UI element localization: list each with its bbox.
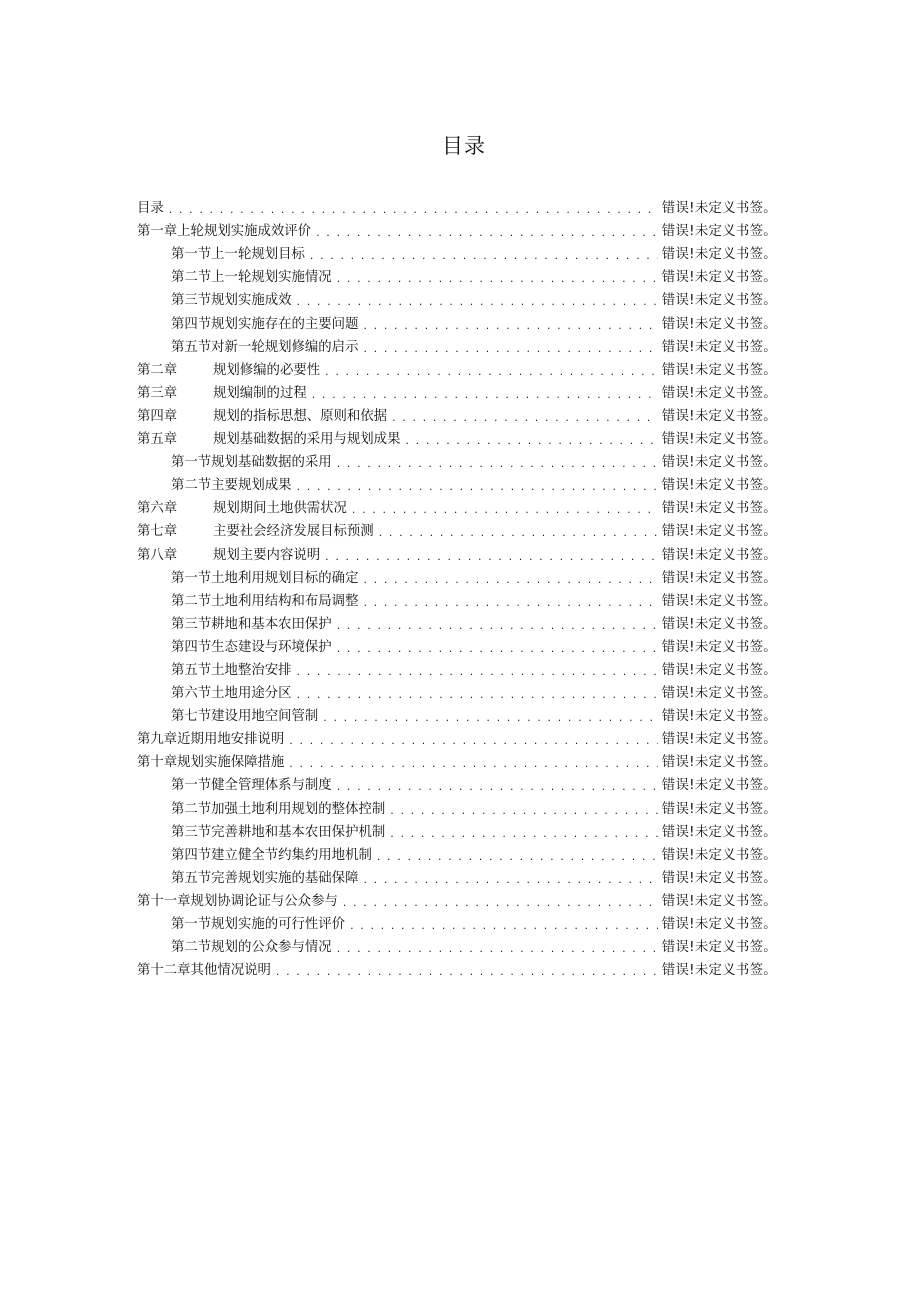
toc-entry[interactable] [137,287,777,310]
toc-entry[interactable] [137,795,777,818]
toc-page-reference: 错误!未定义书签。 [661,316,777,332]
toc-entry[interactable] [137,611,777,634]
toc-entry[interactable] [137,380,777,403]
toc-entry[interactable] [137,726,777,749]
toc-dot-leader [337,779,658,795]
toc-dot-leader [390,803,658,819]
toc-title: 目录 [442,134,486,158]
toc-dot-leader [343,895,658,911]
toc-page-reference: 错误!未定义书签。 [661,709,777,725]
toc-entry[interactable] [137,842,777,865]
toc-entry[interactable] [137,241,777,264]
toc-entry[interactable] [137,819,777,842]
toc-dot-leader [289,733,658,749]
toc-page-reference: 错误!未定义书签。 [661,270,777,286]
toc-dot-leader [312,387,658,403]
toc-entry-title: 第三节完善耕地和基本农田保护机制 [171,824,386,840]
toc-entry-title: 第一节土地利用规划目标的确定 [171,570,359,586]
toc-page-reference: 错误!未定义书签。 [661,732,777,748]
toc-entry-title: 第一节规划基础数据的采用 [171,455,332,471]
toc-entry[interactable] [137,334,777,357]
toc-dot-leader [297,687,658,703]
toc-entry-title: 第二节加强土地利用规划的整体控制 [171,801,386,817]
toc-page-reference: 错误!未定义书签。 [661,824,777,840]
toc-dot-leader [379,525,658,541]
toc-entry-title: 第十二章其他情况说明 [137,963,271,979]
toc-list [137,195,777,980]
toc-dot-leader [363,341,657,357]
toc-page-reference: 错误!未定义书签。 [661,547,777,563]
toc-page-reference: 错误!未定义书签。 [661,639,777,655]
toc-page-reference: 错误!未定义书签。 [661,224,777,240]
toc-entry[interactable] [137,865,777,888]
toc-entry[interactable] [137,495,777,518]
toc-dot-leader [297,294,658,310]
toc-entry-title: 第二节主要规划成果 [171,478,292,494]
toc-entry-title: 第三节耕地和基本农田保护 [171,616,332,632]
toc-entry-title: 第九章近期用地安排说明 [137,732,285,748]
toc-entry[interactable] [137,565,777,588]
toc-entry[interactable] [137,472,777,495]
toc-page-reference: 错误!未定义书签。 [661,686,777,702]
toc-entry[interactable] [137,357,777,380]
toc-dot-leader [352,502,658,518]
toc-entry-title: 规划的指标思想、原则和依据 [213,408,388,424]
toc-page-reference: 错误!未定义书签。 [661,662,777,678]
toc-entry-title: 第一章上轮规划实施成效评价 [137,224,312,240]
toc-dot-leader [316,225,658,241]
toc-entry[interactable] [137,957,777,980]
toc-entry-title: 第四节生态建设与环境保护 [171,639,332,655]
toc-entry-title: 第五节对新一轮规划修编的启示 [171,339,359,355]
toc-entry[interactable] [137,310,777,333]
toc-page-reference: 错误!未定义书签。 [661,385,777,401]
toc-dot-leader [390,826,658,842]
toc-page-reference: 错误!未定义书签。 [661,247,777,263]
toc-entry-title: 第五节土地整治安排 [171,662,292,678]
toc-page-reference: 错误!未定义书签。 [661,593,777,609]
toc-page-reference: 错误!未定义书签。 [661,847,777,863]
toc-entry-title: 规划编制的过程 [213,385,307,401]
toc-chapter-number: 第四章 [137,408,178,424]
toc-page-reference: 错误!未定义书签。 [661,524,777,540]
toc-dot-leader [169,202,658,218]
toc-dot-leader [297,664,658,680]
toc-dot-leader [363,595,657,611]
toc-entry[interactable] [137,218,777,241]
toc-entry[interactable] [137,911,777,934]
toc-dot-leader [405,433,657,449]
toc-entry[interactable] [137,749,777,772]
toc-entry[interactable] [137,680,777,703]
toc-dot-leader [323,710,658,726]
toc-dot-leader [337,941,658,957]
toc-entry-title: 第一节健全管理体系与制度 [171,778,332,794]
toc-page-reference: 错误!未定义书签。 [661,339,777,355]
toc-entry[interactable] [137,703,777,726]
toc-dot-leader [276,964,658,980]
toc-dot-leader [325,364,658,380]
toc-entry[interactable] [137,449,777,472]
toc-entry-title: 规划主要内容说明 [213,547,321,563]
toc-page-reference: 错误!未定义书签。 [661,293,777,309]
toc-entry-title: 规划修编的必要性 [213,362,321,378]
toc-entry-title: 第三节规划实施成效 [171,293,292,309]
toc-chapter-number: 第六章 [137,501,178,517]
toc-page-reference: 错误!未定义书签。 [661,940,777,956]
toc-dot-leader [363,572,657,588]
toc-entry-title: 第十章规划实施保障措施 [137,755,285,771]
toc-page-reference: 错误!未定义书签。 [661,501,777,517]
toc-dot-leader [297,479,658,495]
toc-chapter-number: 第三章 [137,385,178,401]
toc-chapter-number: 第八章 [137,547,178,563]
toc-page-reference: 错误!未定义书签。 [661,455,777,471]
toc-page-reference: 错误!未定义书签。 [661,755,777,771]
toc-chapter-number: 第五章 [137,432,178,448]
toc-entry-title: 主要社会经济发展目标预测 [213,524,374,540]
toc-entry-title: 第二节上一轮规划实施情况 [171,270,332,286]
toc-dot-leader [337,456,658,472]
toc-entry[interactable] [137,934,777,957]
toc-dot-leader [377,849,658,865]
toc-page-reference: 错误!未定义书签。 [661,778,777,794]
toc-page-reference: 错误!未定义书签。 [661,963,777,979]
toc-page-reference: 错误!未定义书签。 [661,570,777,586]
toc-entry-title: 第一节规划实施的可行性评价 [171,917,346,932]
toc-page-reference: 错误!未定义书签。 [661,408,777,424]
toc-page-reference: 错误!未定义书签。 [661,616,777,632]
toc-chapter-number: 第七章 [137,524,178,540]
toc-entry-title: 第十一章规划协调论证与公众参与 [137,893,338,909]
toc-entry-title: 第五节完善规划实施的基础保障 [171,870,359,886]
toc-page-reference: 错误!未定义书签。 [661,478,777,494]
toc-dot-leader [325,549,658,565]
toc-entry-title: 第二节规划的公众参与情况 [171,940,332,956]
toc-entry[interactable] [137,657,777,680]
toc-page-reference: 错误!未定义书签。 [661,201,777,217]
toc-page-reference: 错误!未定义书签。 [661,870,777,886]
toc-entry-title: 第六节土地用途分区 [171,686,292,702]
toc-entry-title: 第四节建立健全节约集约用地机制 [171,847,372,863]
toc-entry[interactable] [137,518,777,541]
toc-page-reference: 错误!未定义书签。 [661,893,777,909]
toc-dot-leader [289,756,658,772]
toc-entry[interactable] [137,264,777,287]
toc-chapter-number: 第二章 [137,362,178,378]
toc-entry[interactable] [137,588,777,611]
toc-dot-leader [350,918,658,934]
toc-entry-title: 第一节上一轮规划目标 [171,247,305,263]
toc-entry-title: 第七节建设用地空间管制 [171,709,319,725]
toc-entry[interactable] [137,541,777,564]
toc-entry-title: 目录 [137,201,164,217]
toc-dot-leader [392,410,658,426]
toc-entry[interactable] [137,888,777,911]
toc-entry[interactable] [137,772,777,795]
toc-entry[interactable] [137,403,777,426]
toc-page-reference: 错误!未定义书签。 [661,432,777,448]
toc-entry-title: 规划基础数据的采用与规划成果 [213,432,401,448]
toc-entry[interactable] [137,426,777,449]
toc-dot-leader [310,248,658,264]
toc-dot-leader [363,872,657,888]
toc-page-reference: 错误!未定义书签。 [661,917,777,932]
toc-entry-title: 第二节土地利用结构和布局调整 [171,593,359,609]
toc-page-reference: 错误!未定义书签。 [661,801,777,817]
toc-dot-leader [337,271,658,287]
toc-page-reference: 错误!未定义书签。 [661,362,777,378]
toc-entry[interactable] [137,195,777,218]
toc-entry-title: 规划期间土地供需状况 [213,501,347,517]
toc-dot-leader [337,618,658,634]
toc-entry-title: 第四节规划实施存在的主要问题 [171,316,359,332]
toc-entry[interactable] [137,634,777,657]
toc-dot-leader [363,318,657,334]
toc-dot-leader [337,641,658,657]
